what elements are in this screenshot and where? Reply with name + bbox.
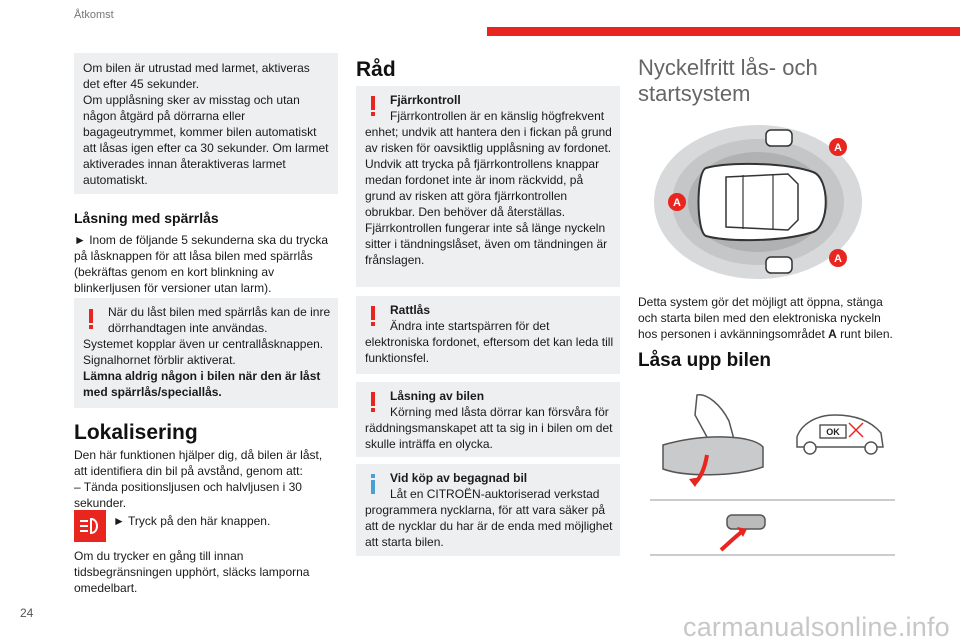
deadlock-warning-box <box>74 298 338 408</box>
unlock-heading: Låsa upp bilen <box>638 350 772 371</box>
zone-label-a: A <box>834 253 842 265</box>
alarm-info-box <box>74 53 338 194</box>
header-accent-bar <box>487 27 960 36</box>
deadlock-warning-1: När du låst bilen med spärrlås kan de inre dörrhandtagen inte användas. <box>108 305 331 335</box>
keyless-title: Nyckelfritt lås- och startsystem <box>638 55 818 106</box>
locate-text-2: – Tända positionsljusen och halvljusen i 30 sekunder. <box>74 480 302 510</box>
deadlock-text: ► Inom de följande 5 sekunderna ska du trycka på låsknappen för att låsa bilen med spärrlås (bekräftas genom en kort blinkning av blinkerljusen för versioner utan larm). <box>74 233 329 295</box>
locate-text-3: Om du trycker en gång till innan tidsbegränsningen upphört, släcks lamporna omedelbart. <box>74 549 310 595</box>
deadlock-warning-3: Signalhornet förblir aktiverat. <box>83 353 236 367</box>
unlock-illustration <box>645 385 900 580</box>
locate-heading: Lokalisering <box>74 421 198 444</box>
headlamp-button-icon <box>74 510 106 542</box>
remote-text-2: Undvik att trycka på fjärrkontrollens knappar medan fordonet inte är inom räckvidd, på grund av risken att göra fjärrkontrollen obrukbar. Den behöver då återställas. <box>365 157 600 219</box>
steering-lock-box <box>356 296 620 374</box>
watermark: carmanualsonline.info <box>683 612 950 640</box>
locked-driving-title: Låsning av bilen <box>390 389 485 403</box>
remote-warning-box <box>356 86 620 287</box>
locate-text-1: Den här funktionen hjälper dig, då bilen är låst, att identifiera din bil på avstånd, genom att: <box>74 448 323 478</box>
advice-heading: Råd <box>356 58 396 81</box>
ok-label: OK <box>826 427 840 437</box>
used-car-title: Vid köp av begagnad bil <box>390 471 528 485</box>
zone-label-a: A <box>673 197 681 209</box>
remote-text-1: Fjärrkontrollen är en känslig högfrekvent enhet; undvik att hantera den i fickan på grund av risken för oavsiktlig upplåsning av fordonet. <box>365 109 612 155</box>
keyless-desc-suffix: runt bilen. <box>836 327 893 341</box>
deadlock-warning-2: Systemet kopplar även ur centrallåsknappen. <box>83 337 324 351</box>
deadlock-heading: Låsning med spärrlås <box>74 210 219 226</box>
alarm-text-2: Om upplåsning sker av misstag och utan någon åtgärd på dörrarna eller bagageutrymmet, kommer bilen automatiskt att låsas igen efter ca 30 sekunder. Om larmet aktiverades innan återaktiveras larmet automatiskt. <box>83 93 329 187</box>
alarm-text-1: Om bilen är utrustad med larmet, aktiveras det efter 45 sekunder. <box>83 61 310 91</box>
locked-driving-box <box>356 382 620 457</box>
keyless-desc-prefix: Detta system gör det möjligt att öppna, stänga och starta bilen med den elektroniska nyckeln hos personen i avkänningsområdet <box>638 295 883 341</box>
used-car-text: Låt en CITROËN-auktoriserad verkstad programmera nycklarna, för att vara säker på att de nycklar du har är de enda med möjlighet att starta bilen. <box>365 487 613 549</box>
keyless-description <box>638 294 900 342</box>
remote-text-3: Fjärrkontrollen fungerar inte så länge nyckeln sitter i tändningslåset, även om tändningen är frånslagen. <box>365 221 608 267</box>
keyless-desc-letter: A <box>828 327 837 341</box>
used-car-box <box>356 464 620 556</box>
locate-button-text: ► Tryck på den här knappen. <box>113 514 271 528</box>
running-header: Åtkomst <box>74 9 114 21</box>
page-number: 24 <box>20 606 34 620</box>
remote-title: Fjärrkontroll <box>390 93 461 107</box>
keyless-zone-illustration <box>648 122 868 282</box>
steering-lock-text: Ändra inte startspärren för det elektroniska fordonet, eftersom det kan leda till funktionsfel. <box>365 319 614 365</box>
deadlock-warning-4: Lämna aldrig någon i bilen när den är låst med spärrlås/speciallås. <box>83 369 321 399</box>
steering-lock-title: Rattlås <box>390 303 431 317</box>
zone-label-a: A <box>834 142 842 154</box>
locked-driving-text: Körning med låsta dörrar kan försvåra för räddningsmanskapet att ta sig in i bilen om det skulle inträffa en olycka. <box>365 405 613 451</box>
